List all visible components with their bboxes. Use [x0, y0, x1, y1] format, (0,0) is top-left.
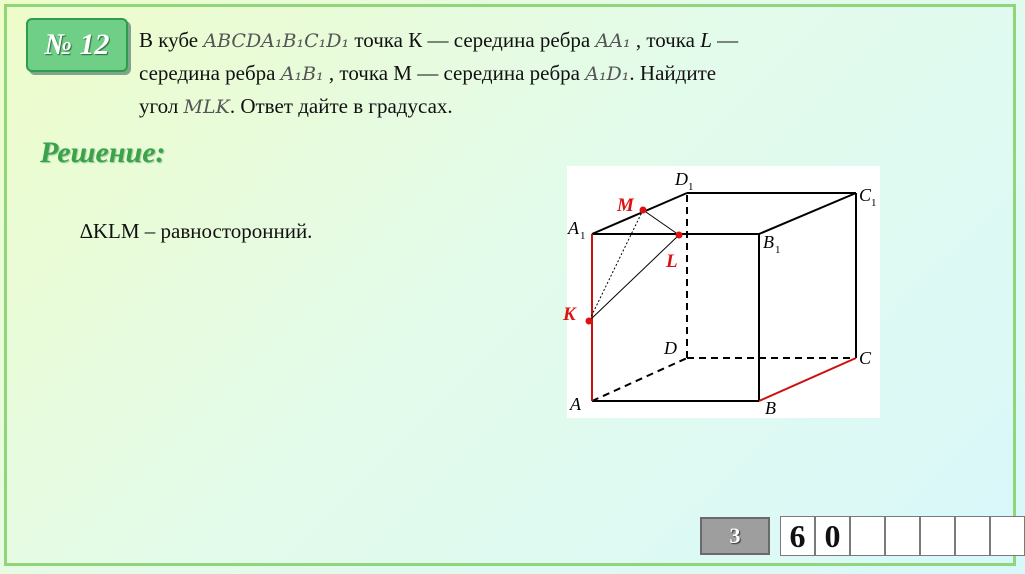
label-d1-sub: 1 [688, 181, 694, 193]
edge-bc-highlight [759, 358, 856, 401]
label-a1-sub: 1 [580, 230, 586, 242]
point-k [586, 318, 593, 325]
task-number-badge [26, 18, 128, 72]
label-a: A [570, 394, 581, 414]
label-m: M [617, 195, 634, 216]
problem-text: точка К — середина ребра [349, 28, 596, 52]
label-d: D [664, 338, 677, 358]
task-number: № 12 [44, 28, 110, 61]
answer-row [700, 516, 1025, 558]
answer-cell[interactable] [850, 516, 885, 556]
label-c1-sub: 1 [871, 197, 877, 209]
answer-cell[interactable] [920, 516, 955, 556]
answer-cell[interactable] [990, 516, 1025, 556]
answer-cell[interactable]: 0 [815, 516, 850, 556]
problem-text: . Найдите [629, 61, 717, 85]
label-d1: D [675, 169, 688, 189]
point-l [676, 232, 683, 239]
solution-text: ∆KLM – равносторонний. [80, 219, 313, 243]
problem-text: . Ответ дайте в градусах. [229, 94, 453, 118]
problem-text: В кубе [139, 28, 204, 52]
label-b: B [765, 398, 776, 418]
cube-diagram [563, 166, 880, 418]
answer-cell[interactable]: 6 [780, 516, 815, 556]
edge-ad [592, 358, 687, 401]
problem-text: , точка [630, 28, 701, 52]
point-m [640, 207, 647, 214]
label-b1-sub: 1 [775, 244, 781, 256]
answer-cell[interactable] [955, 516, 990, 556]
cube-name: ABCDA₁B₁C₁D₁ [203, 30, 350, 52]
problem-text: середина ребра [139, 61, 281, 85]
problem-text: — [711, 28, 739, 52]
segment-mk [589, 210, 643, 321]
edge-aa1: AA₁ [595, 30, 631, 52]
edge-a1b1: A₁B₁ [280, 63, 324, 85]
point-l-name: L [700, 28, 712, 52]
label-c1: C [859, 185, 872, 205]
answer-cell[interactable] [885, 516, 920, 556]
angle-mlk: MLK [183, 96, 230, 118]
edge-b1c1 [759, 193, 856, 234]
label-a1: A [568, 218, 579, 238]
segment-ml [643, 210, 679, 235]
cube-figure [563, 166, 880, 418]
segment-kl [589, 235, 679, 321]
edge-a1d1: A₁D₁ [585, 63, 630, 85]
problem-statement [139, 24, 919, 123]
answer-task-number: 3 [700, 517, 770, 555]
label-b1: B [763, 232, 774, 252]
label-l: L [666, 251, 678, 272]
solution-title: Решение: [40, 136, 166, 169]
problem-text: , точка М — середина ребра [323, 61, 586, 85]
problem-text: угол [139, 94, 184, 118]
edge-a1d1 [592, 193, 687, 234]
label-c: C [859, 348, 872, 368]
label-k: K [563, 304, 576, 325]
